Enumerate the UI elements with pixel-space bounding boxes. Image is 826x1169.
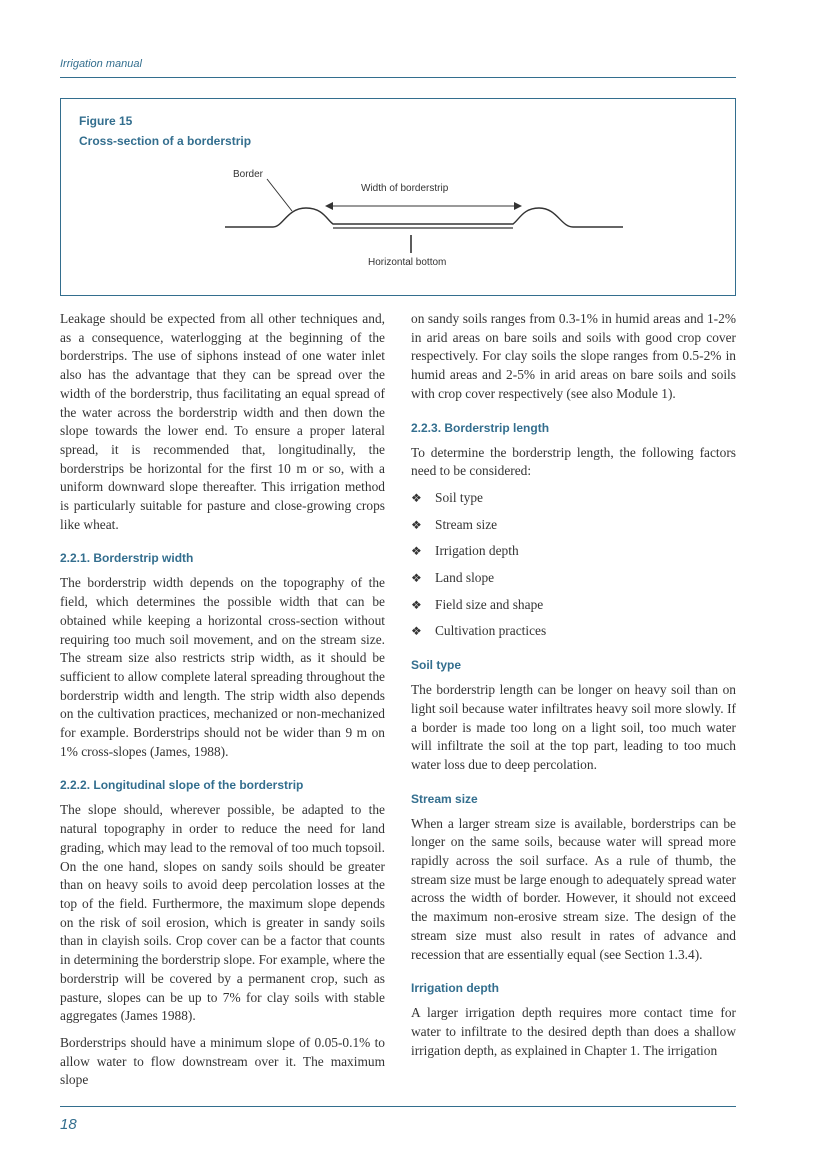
paragraph: Leakage should be expected from all other techniques and, as a consequence, waterlogging at the beginning of the borderstrips. The use of siphons instead of one water inlet also has the advantage that they can be spread over the width of the borderstrip, thus facilitating an equal spread of the water across the borderstrip width and then down the slope towards the lower end. To ensure a proper lateral spread, it is recommended that, longitudinally, the borderstrips be horizontal for the first 10 m or so, with a uniform downward slope thereafter. This irrigation method is particularly suitable for pasture and close-growing crops like wheat. <box>60 311 385 532</box>
label-bottom: Horizontal bottom <box>368 257 447 268</box>
label-border: Border <box>233 169 264 180</box>
ground-profile <box>225 208 623 227</box>
paragraph: The slope should, wherever possible, be adapted to the natural topography in order to reduce the need for land grading, which may lead to the removal of too much topsoil. On the one hand, slopes on sandy soils should be greater than on heavy soils to avoid deep percolation losses at the top of the field. Furthermore, the maximum slope depends on the risk of soil erosion, which is greater in sandy soils than in clayish soils. Crop cover can be a factor that counts in determining the borderstrip slope. For example, where the borderstrip will be covered by a permanent crop, such as pasture, slopes can be up to 7% for clay soils with stable aggregates (James 1988). <box>60 802 386 1024</box>
figure-number: Figure 15 <box>79 114 133 128</box>
paragraph: on sandy soils ranges from 0.3-1% in humid areas and 1-2% in arid areas on bare soils and soils with good crop cover respectively. For clay soils the slope ranges from 0.5-2% in humid areas and 2-5% in arid areas on bare soils and soils with crop cover respectively (see also Module 1). <box>411 311 736 401</box>
paragraph: The borderstrip length can be longer on heavy soil than on light soil because water infiltrates heavy soil more slowly. If a border is made too long on a light soil, too much water will infiltrate the soil at the top part, leading to too much water loss due to deep percolation. <box>411 682 736 772</box>
list-item: ❖ Irrigation depth <box>411 542 736 561</box>
diamond-bullet-icon: ❖ <box>411 597 422 612</box>
paragraph: To determine the borderstrip length, the following factors need to be considered: <box>411 444 736 479</box>
list-item: ❖ Land slope <box>411 569 736 588</box>
right-column <box>411 310 736 1068</box>
factor-list <box>411 489 736 641</box>
label-width: Width of borderstrip <box>361 183 449 194</box>
header-rule <box>60 77 736 78</box>
subheading-stream-size: Stream size <box>411 791 478 806</box>
page-number: 18 <box>60 1116 77 1133</box>
paragraph: When a larger stream size is available, borderstrips can be longer on the same soils, because water will spread more rapidly across the soil surface. As a rule of thumb, the stream size must be large enough to adequately spread water across the width of border. However, it should not exceed the maximum non-erosive stream size. The design of the stream size must also result in rates of advance and recession that are essentially equal (see Section 1.3.4). <box>411 815 736 962</box>
list-item: ❖ Cultivation practices <box>411 622 736 641</box>
left-column <box>60 310 385 1098</box>
figure-title: Cross-section of a borderstrip <box>79 134 252 148</box>
diamond-bullet-icon: ❖ <box>411 624 422 639</box>
figure-box <box>60 98 736 296</box>
section-heading-slope: 2.2.2. Longitudinal slope of the borderstrip <box>60 778 304 793</box>
running-header: Irrigation manual <box>60 58 142 70</box>
diamond-bullet-icon: ❖ <box>411 571 422 586</box>
paragraph: A larger irrigation depth requires more contact time for water to infiltrate to the desired depth than does a shallow irrigation depth, as explained in Chapter 1. The irrigation <box>411 1005 736 1058</box>
section-heading-width: 2.2.1. Borderstrip width <box>60 551 194 566</box>
paragraph: The borderstrip width depends on the topography of the field, which determines the possible width that can be obtained while keeping a horizontal cross-section without requiring too much soil movement, and on the stream size. The stream size also restricts strip width, as it should be sufficient to allow complete lateral spreading throughout the borderstrip width and length. The strip width also depends on the cultivation practices, mechanized or non-mechanized for example. Borderstrips should not be wider than 9 m on 1% cross-slopes (James, 1988). <box>60 575 385 759</box>
borderstrip-diagram <box>61 99 737 297</box>
paragraph: Borderstrips should have a minimum slope of 0.05-0.1% to allow water to flow downstream over it. The maximum slope <box>60 1034 385 1088</box>
subheading-irrigation-depth: Irrigation depth <box>411 981 499 996</box>
list-item: ❖ Soil type <box>411 489 736 508</box>
list-item: ❖ Field size and shape <box>411 596 736 615</box>
list-item: ❖ Stream size <box>411 516 736 535</box>
diamond-bullet-icon: ❖ <box>411 490 422 505</box>
footer-rule <box>60 1106 736 1107</box>
subheading-soil-type: Soil type <box>411 658 462 673</box>
section-heading-length: 2.2.3. Borderstrip length <box>411 420 550 435</box>
border-pointer <box>267 179 292 211</box>
diamond-bullet-icon: ❖ <box>411 544 422 559</box>
diamond-bullet-icon: ❖ <box>411 517 422 532</box>
